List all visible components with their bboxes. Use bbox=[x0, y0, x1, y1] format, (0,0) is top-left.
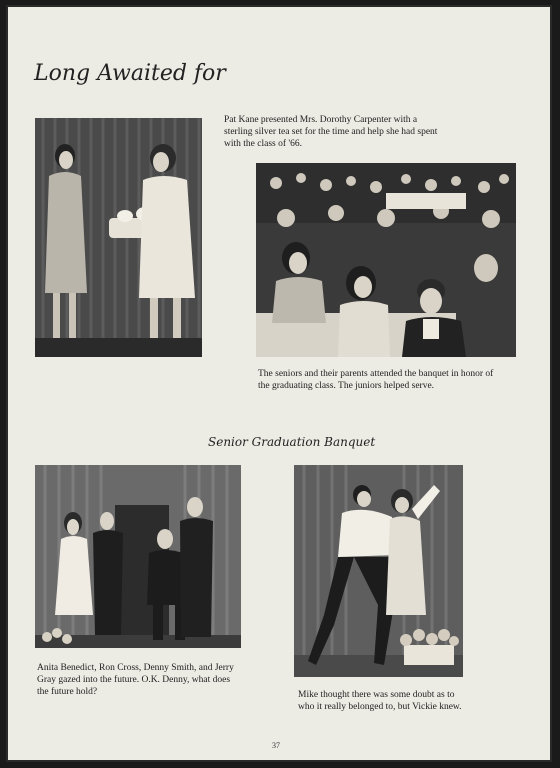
photo-tea-set-presentation bbox=[35, 118, 202, 357]
caption-doubt: Mike thought there was some doubt as to who it really belonged to, but Vickie knew. bbox=[298, 690, 462, 712]
page-title: Long Awaited for bbox=[34, 61, 226, 86]
caption-future: Anita Benedict, Ron Cross, Denny Smith, and Jerry Gray gazed into the future. O.K. Denny, what does the future hold? bbox=[37, 663, 234, 697]
caption-tea-set: Pat Kane presented Mrs. Dorothy Carpenter with a sterling silver tea set for the time and help she had spent with the class of '66. bbox=[224, 115, 438, 149]
photo-doubt-skit bbox=[294, 465, 463, 677]
yearbook-page bbox=[6, 5, 552, 762]
page-number: 37 bbox=[272, 741, 280, 750]
section-subhead: Senior Graduation Banquet bbox=[208, 435, 376, 449]
caption-banquet: The seniors and their parents attended the banquet in honor of the graduating class. The juniors helped serve. bbox=[258, 369, 494, 391]
photo-banquet-crowd bbox=[256, 163, 516, 357]
photo-future-skit bbox=[35, 465, 241, 648]
